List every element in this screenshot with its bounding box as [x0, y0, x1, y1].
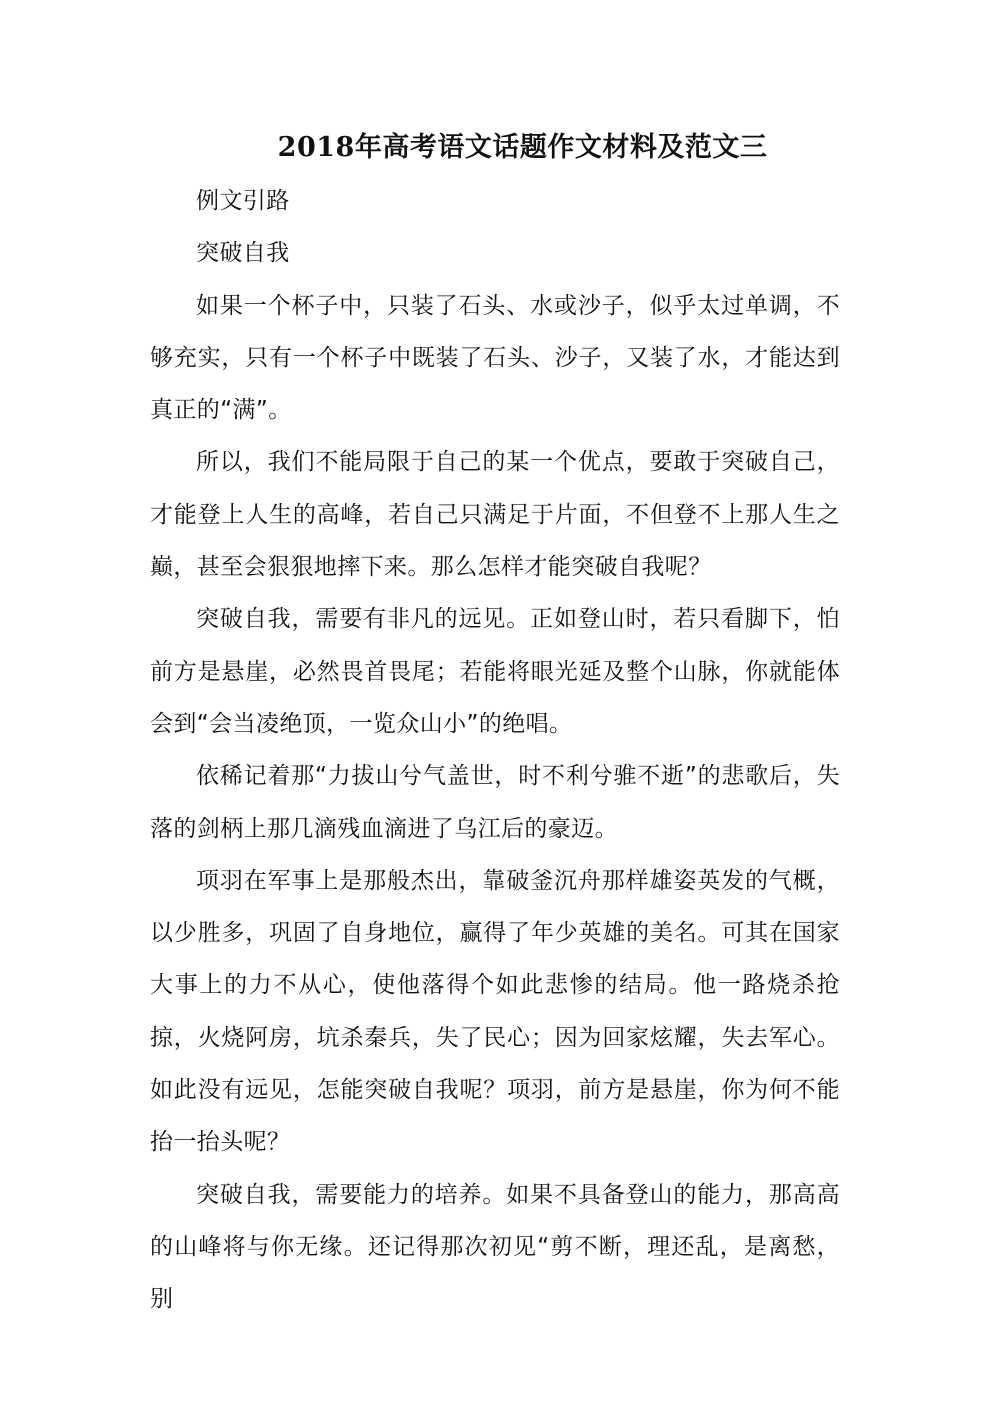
paragraph-3: 突破自我，需要有非凡的远见。正如登山时，若只看脚下，怕前方是悬崖，必然畏首畏尾；若能将眼光延及整个山脉，你就能体会到“会当凌绝顶，一览众山小”的绝唱。	[150, 606, 840, 737]
document-body	[150, 175, 840, 1326]
section-heading-example: 例文引路	[196, 188, 290, 214]
paragraph-1: 如果一个杯子中，只装了石头、水或沙子，似乎太过单调，不够充实，只有一个杯子中既装了石头、沙子，又装了水，才能达到真正的“满”。	[150, 292, 840, 424]
document-title: 2018年高考语文话题作文材料及范文三	[277, 132, 768, 163]
paragraph-2: 所以，我们不能局限于自己的某一个优点，要敢于突破自己，才能登上人生的高峰，若自己只满足于片面，不但登不上那人生之巅，甚至会狠狠地摔下来。那么怎样才能突破自我呢？	[150, 449, 840, 581]
paragraph-6: 突破自我，需要能力的培养。如果不具备登山的能力，那高高的山峰将与你无缘。还记得那次初见“剪不断，理还乱，是离愁，别	[150, 1181, 840, 1313]
paragraph-4: 依稀记着那“力拔山兮气盖世，时不利兮骓不逝”的悲歌后，失落的剑柄上那几滴残血滴进了乌江后的豪迈。	[150, 763, 840, 842]
paragraph-5: 项羽在军事上是那般杰出，靠破釜沉舟那样雄姿英发的气概，以少胜多，巩固了自身地位，赢得了年少英雄的美名。可其在国家大事上的力不从心，使他落得个如此悲惨的结局。他一路烧杀抢掠，火烧阿房，坑杀秦兵，失了民心；因为回家炫耀，失去军心。如此没有远见，怎能突破自我呢？项羽，前方是悬崖，你为何不能抬一抬头呢？	[150, 867, 840, 1156]
essay-title: 突破自我	[196, 240, 290, 267]
